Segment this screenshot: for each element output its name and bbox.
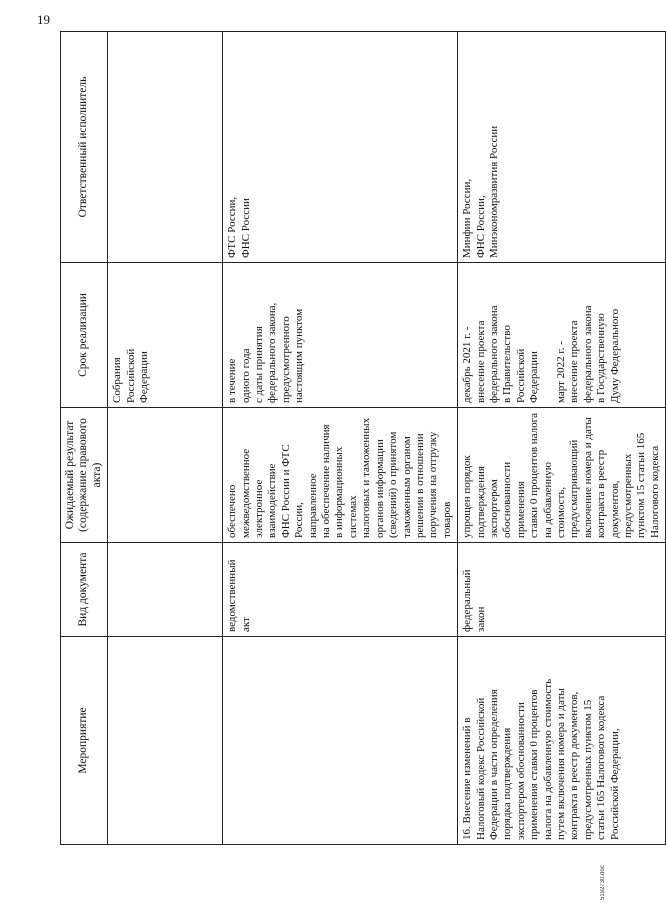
cell-event xyxy=(108,637,223,845)
table-header-row xyxy=(61,32,108,845)
cell-executor xyxy=(108,32,223,263)
header-result: Ожидаемый результат (содержание правового акта) xyxy=(61,408,108,543)
cell-result: упрощен порядок подтверждения экспортером обоснованности применения ставки 0 процентов налога на добавленную стоимость, предусматривающий включение номера и даты контракта в реестр документов, предусмотренных пунктом 15 статьи 165 Налогового кодекса xyxy=(458,408,666,543)
cell-executor: ФТС России, ФНС России xyxy=(223,32,458,263)
table-row xyxy=(108,32,223,845)
plan-table xyxy=(60,31,666,845)
cell-deadline: в течение одного года с даты принятия федерального закона, предусмотренного настоящим пунктом xyxy=(223,263,458,408)
page-number: 19 xyxy=(37,12,50,27)
cell-deadline: Собрания Российской Федерации xyxy=(108,263,223,408)
document-file-id: 5192730.doc xyxy=(600,865,606,900)
cell-event: 16. Внесение изменений в Налоговый кодекс Российской Федерации в части определения порядка подтверждения экспортером обоснованности применения ставки 0 процентов налога на добавленную стоимость путем включения номера и даты контракта в реестр документов, предусмотренных пунктом 15 статьи 165 Налогового кодекса Российской Федерации, xyxy=(458,637,666,845)
cell-doc-type xyxy=(108,543,223,637)
header-event: Мероприятие xyxy=(61,637,108,845)
header-deadline: Срок реализации xyxy=(61,263,108,408)
cell-executor: Минфин России, ФНС России, Минэкономразвития России xyxy=(458,32,666,263)
cell-deadline: декабрь 2021 г. - внесение проекта федерального закона в Правительство Российской Федерации март 2022 г. - внесение проекта федерального закона в Государственную Думу Федерального xyxy=(458,263,666,408)
table-row xyxy=(223,32,458,845)
rotated-table-page xyxy=(60,32,661,845)
cell-doc-type: ведомственный акт xyxy=(223,543,458,637)
cell-doc-type: федеральный закон xyxy=(458,543,666,637)
cell-event xyxy=(223,637,458,845)
cell-result: обеспечено межведомственное электронное взаимодействие ФНС России и ФТС России, направленное на обеспечение наличия в информационных системах налоговых и таможенных органов информации (сведений) о принятом таможенным органом решении в отношении поручения на отгрузку товаров xyxy=(223,408,458,543)
cell-result xyxy=(108,408,223,543)
header-executor: Ответственный исполнитель xyxy=(61,32,108,263)
header-doc-type: Вид документа xyxy=(61,543,108,637)
table-row xyxy=(458,32,666,845)
